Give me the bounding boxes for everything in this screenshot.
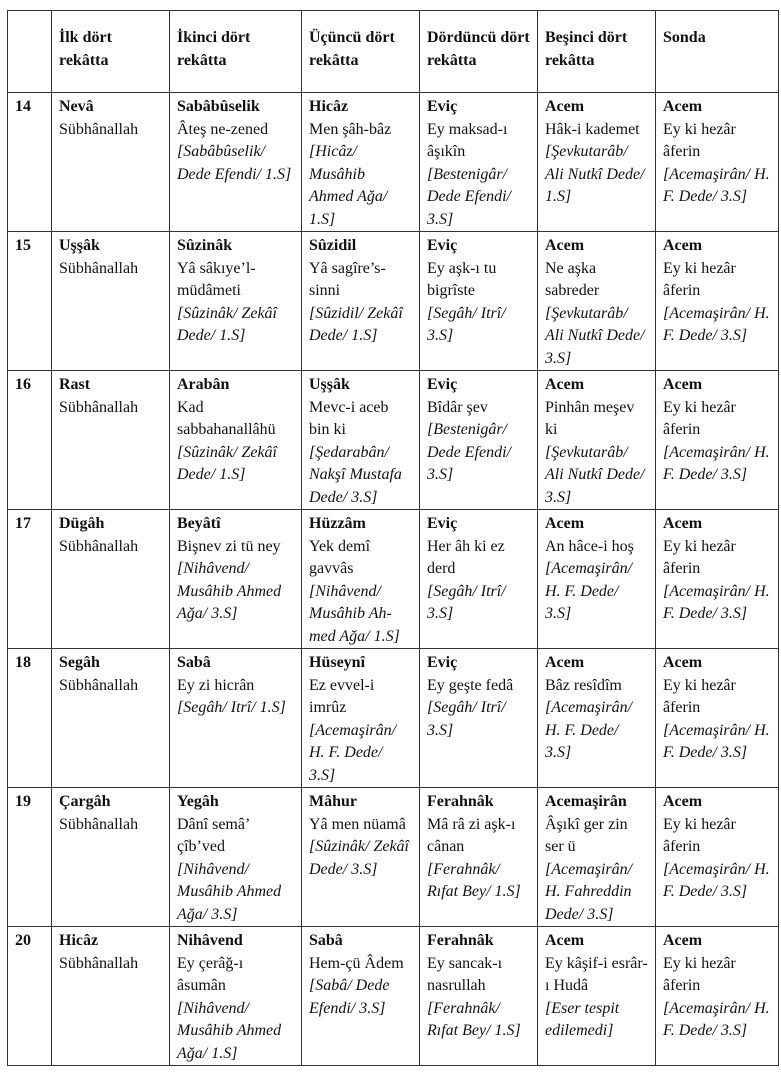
lyric-text: Ey çerâğ-ı âsumân	[177, 954, 244, 994]
cell-third	[302, 649, 420, 788]
lyric-text: Ey ki hezâr âferin	[663, 954, 736, 994]
source-reference: [Segâh/ Itrî/ 3.S]	[427, 582, 506, 622]
lyric-text: Bîdâr şev	[427, 398, 488, 416]
lyric-text: Âteş ne-zened	[177, 120, 269, 138]
makam-name: Eviç	[427, 237, 458, 254]
makam-name: Uşşâk	[59, 237, 100, 254]
lyric-text: Bişnev zi tü ney	[177, 537, 281, 555]
cell-fourth	[420, 649, 538, 788]
lyric-text: Ey geşte fedâ	[427, 676, 514, 694]
source-reference: [Segâh/ Itrî/ 1.S]	[177, 699, 286, 716]
cell-second	[170, 649, 302, 788]
header-row	[8, 11, 779, 93]
row-number: 17	[8, 510, 52, 649]
makam-name: Acem	[545, 376, 585, 393]
makam-name: Acem	[545, 932, 585, 949]
cell-third	[302, 371, 420, 510]
makam-name: Acem	[545, 515, 585, 532]
makam-name: Acem	[663, 98, 703, 115]
lyric-text: Yâ men nüamâ	[309, 815, 406, 833]
source-reference: [Hicâz/ Musâhib Ahmed Ağa/ 1.S]	[309, 143, 388, 228]
cell-second	[170, 232, 302, 371]
lyric-text: Sübhânallah	[59, 954, 139, 972]
lyric-text: Ey sancak-ı nasrullah	[427, 954, 503, 994]
cell-final	[656, 927, 779, 1066]
makam-name: Eviç	[427, 98, 458, 115]
lyric-text: Ey ki hezâr âferin	[663, 537, 736, 577]
lyric-text: Yek demî gavvâs	[309, 537, 371, 577]
makam-name: Çargâh	[59, 793, 111, 810]
makam-name: Eviç	[427, 376, 458, 393]
lyric-text: Sübhânallah	[59, 398, 139, 416]
cell-final	[656, 371, 779, 510]
cell-third	[302, 927, 420, 1066]
cell-second	[170, 927, 302, 1066]
makam-name: Sabâ	[177, 654, 211, 671]
source-reference: [Sûzinâk/ Zekâî Dede/ 3.S]	[309, 838, 409, 878]
makam-name: Rast	[59, 376, 91, 393]
lyric-text: Bâz resîdîm	[545, 676, 622, 694]
cell-second	[170, 788, 302, 927]
cell-fifth	[538, 371, 656, 510]
cell-second	[170, 93, 302, 232]
cell-first	[52, 927, 170, 1066]
lyric-text: Ey ki hezâr âferin	[663, 120, 736, 160]
source-reference: [Acemaşirân/ H. F. Dede/ 3.S]	[545, 560, 633, 622]
makam-name: Eviç	[427, 654, 458, 671]
lyric-text: Ey ki hezâr âferin	[663, 259, 736, 299]
cell-final	[656, 510, 779, 649]
makam-name: Beyâtî	[177, 515, 221, 532]
source-reference: [Nihâvend/ Musâhib Ah-med Ağa/ 1.S]	[309, 582, 400, 645]
lyric-text: Yâ sagîre’s-sinni	[309, 259, 386, 299]
makam-name: Arabân	[177, 376, 230, 393]
source-reference: [Acemaşirân/ H. F. Dede/ 3.S]	[663, 582, 770, 622]
lyric-text: Kad sabbahanallâhü	[177, 398, 276, 438]
row-number: 19	[8, 788, 52, 927]
lyric-text: Âşıkî ger zin ser ü	[545, 815, 628, 855]
table-row	[8, 649, 779, 788]
makam-name: Hicâz	[59, 932, 99, 949]
source-reference: [Nihâvend/ Musâhib Ahmed Ağa/ 3.S]	[177, 860, 282, 923]
lyric-text: Ey kâşif-i esrâr-ı Hudâ	[545, 954, 648, 994]
cell-fourth	[420, 371, 538, 510]
cell-fifth	[538, 927, 656, 1066]
lyric-text: Ez evvel-i imrûz	[309, 676, 375, 716]
makam-name: Sûzinâk	[177, 237, 233, 254]
lyric-text: Dânî semâ’ çîb’ved	[177, 815, 250, 855]
makam-name: Hüseynî	[309, 654, 366, 671]
header-second: İkinci dört rekâtta	[170, 11, 302, 93]
table-row	[8, 371, 779, 510]
lyric-text: Ey ki hezâr âferin	[663, 815, 736, 855]
source-reference: [Sabâbûselik/ Dede Efendi/ 1.S]	[177, 143, 292, 183]
source-reference: [Eser tespit edilemedi]	[545, 999, 620, 1039]
lyric-text: Men şâh-bâz	[309, 120, 392, 138]
source-reference: [Bestenigâr/ Dede Efendi/ 3.S]	[427, 165, 511, 228]
makam-name: Acem	[663, 376, 703, 393]
makam-name: Dügâh	[59, 515, 105, 532]
makam-name: Eviç	[427, 515, 458, 532]
lyric-text: Sübhânallah	[59, 259, 139, 277]
cell-second	[170, 510, 302, 649]
source-reference: [Acemaşirân/ H. F. Dede/ 3.S]	[663, 304, 770, 344]
lyric-text: Sübhânallah	[59, 120, 139, 138]
cell-third	[302, 232, 420, 371]
makam-name: Nevâ	[59, 98, 94, 115]
cell-third	[302, 93, 420, 232]
source-reference: [Nihâvend/ Musâhib Ahmed Ağa/ 3.S]	[177, 560, 282, 622]
lyric-text: An hâce-i hoş	[545, 537, 634, 555]
header-number	[8, 11, 52, 93]
makam-name: Mâhur	[309, 793, 357, 810]
source-reference: [Acemaşirân/ H. F. Dede/ 3.S]	[545, 699, 633, 761]
lyric-text: Yâ sâkıye’l-müdâmeti	[177, 259, 256, 299]
makam-name: Segâh	[59, 654, 100, 671]
cell-first	[52, 371, 170, 510]
cell-final	[656, 788, 779, 927]
lyric-text: Pinhân meşev ki	[545, 398, 635, 438]
row-number: 18	[8, 649, 52, 788]
table-row	[8, 232, 779, 371]
lyric-text: Mevc-i aceb bin ki	[309, 398, 389, 438]
source-reference: [Acemaşirân/ H. F. Dede/ 3.S]	[663, 999, 770, 1039]
source-reference: [Sabâ/ Dede Efendi/ 3.S]	[309, 977, 390, 1017]
row-number: 15	[8, 232, 52, 371]
source-reference: [Sûzinâk/ Zekâî Dede/ 1.S]	[177, 443, 277, 483]
source-reference: [Ferahnâk/ Rıfat Bey/ 1.S]	[427, 860, 521, 900]
source-reference: [Segâh/ Itrî/ 3.S]	[427, 699, 506, 739]
makam-name: Acem	[663, 237, 703, 254]
lyric-text: Hâk-i kademet	[545, 120, 640, 138]
makam-name: Sabâbûselik	[177, 98, 260, 115]
cell-final	[656, 649, 779, 788]
source-reference: [Şevkutarâb/ Ali Nutkî Dede/ 3.S]	[545, 443, 645, 506]
makam-name: Sûzidil	[309, 237, 357, 254]
source-reference: [Acemaşirân/ H. F. Dede/ 3.S]	[663, 165, 770, 205]
cell-first	[52, 510, 170, 649]
header-final: Sonda	[656, 11, 779, 93]
makam-name: Acem	[545, 237, 585, 254]
table-row	[8, 788, 779, 927]
cell-first	[52, 788, 170, 927]
cell-fifth	[538, 93, 656, 232]
source-reference: [Bestenigâr/ Dede Efendi/ 3.S]	[427, 421, 511, 483]
makam-name: Uşşâk	[309, 376, 350, 393]
makam-name: Acem	[545, 654, 585, 671]
cell-fifth	[538, 788, 656, 927]
lyric-text: Hem-çü Âdem	[309, 954, 404, 972]
makam-name: Ferahnâk	[427, 793, 494, 810]
source-reference: [Acemaşirân/ H. F. Dede/ 3.S]	[309, 721, 397, 784]
source-reference: [Segâh/ Itrî/ 3.S]	[427, 304, 506, 344]
source-reference: [Ferahnâk/ Rıfat Bey/ 1.S]	[427, 999, 521, 1039]
lyric-text: Sübhânallah	[59, 676, 139, 694]
makam-name: Acem	[663, 793, 703, 810]
cell-first	[52, 232, 170, 371]
header-first: İlk dört rekâtta	[52, 11, 170, 93]
source-reference: [Acemaşirân/ H. F. Dede/ 3.S]	[663, 860, 770, 900]
cell-first	[52, 649, 170, 788]
cell-fourth	[420, 232, 538, 371]
cell-fourth	[420, 788, 538, 927]
source-reference: [Şevkutarâb/ Ali Nutkî Dede/ 3.S]	[545, 304, 645, 367]
makam-name: Nihâvend	[177, 932, 243, 949]
header-third: Üçüncü dört rekâtta	[302, 11, 420, 93]
cell-final	[656, 93, 779, 232]
header-fourth: Dördüncü dört rekâtta	[420, 11, 538, 93]
lyric-text: Sübhânallah	[59, 537, 139, 555]
row-number: 16	[8, 371, 52, 510]
table-row	[8, 510, 779, 649]
lyric-text: Ey zi hicrân	[177, 676, 255, 694]
row-number: 20	[8, 927, 52, 1066]
makam-name: Hüzzâm	[309, 515, 366, 532]
lyric-text: Mâ râ zi aşk-ı cânan	[427, 815, 516, 855]
lyric-text: Ey aşk-ı tu bigrîste	[427, 259, 497, 299]
cell-third	[302, 510, 420, 649]
cell-first	[52, 93, 170, 232]
cell-fifth	[538, 510, 656, 649]
lyric-text: Ne aşka sabreder	[545, 259, 600, 299]
cell-third	[302, 788, 420, 927]
makam-name: Yegâh	[177, 793, 219, 810]
makam-name: Hicâz	[309, 98, 349, 115]
makam-name: Acem	[545, 98, 585, 115]
source-reference: [Acemaşirân/ H. F. Dede/ 3.S]	[663, 443, 770, 483]
source-reference: [Acemaşirân/ H. Fahreddin Dede/ 3.S]	[545, 860, 633, 923]
lyric-text: Her âh ki ez derd	[427, 537, 505, 577]
makam-table	[7, 10, 779, 1066]
cell-fourth	[420, 927, 538, 1066]
cell-fourth	[420, 510, 538, 649]
source-reference: [Nihâvend/ Musâhib Ahmed Ağa/ 1.S]	[177, 999, 282, 1062]
table-row	[8, 927, 779, 1066]
makam-name: Acem	[663, 932, 703, 949]
makam-name: Acem	[663, 654, 703, 671]
source-reference: [Şedarabân/ Nakşî Mustafa Dede/ 3.S]	[309, 443, 402, 506]
makam-name: Ferahnâk	[427, 932, 494, 949]
source-reference: [Sûzinâk/ Zekâî Dede/ 1.S]	[177, 304, 277, 344]
makam-name: Acemaşirân	[545, 793, 627, 810]
table-row	[8, 93, 779, 232]
row-number: 14	[8, 93, 52, 232]
header-fifth: Beşinci dört rekâtta	[538, 11, 656, 93]
cell-final	[656, 232, 779, 371]
source-reference: [Sûzidil/ Zekâî Dede/ 1.S]	[309, 304, 403, 344]
cell-fourth	[420, 93, 538, 232]
cell-fifth	[538, 232, 656, 371]
makam-name: Sabâ	[309, 932, 343, 949]
source-reference: [Şevkutarâb/ Ali Nutkî Dede/ 1.S]	[545, 143, 645, 205]
lyric-text: Ey maksad-ı âşıkîn	[427, 120, 508, 160]
makam-name: Acem	[663, 515, 703, 532]
lyric-text: Ey ki hezâr âferin	[663, 676, 736, 716]
lyric-text: Ey ki hezâr âferin	[663, 398, 736, 438]
cell-second	[170, 371, 302, 510]
lyric-text: Sübhânallah	[59, 815, 139, 833]
source-reference: [Acemaşirân/ H. F. Dede/ 3.S]	[663, 721, 770, 761]
cell-fifth	[538, 649, 656, 788]
